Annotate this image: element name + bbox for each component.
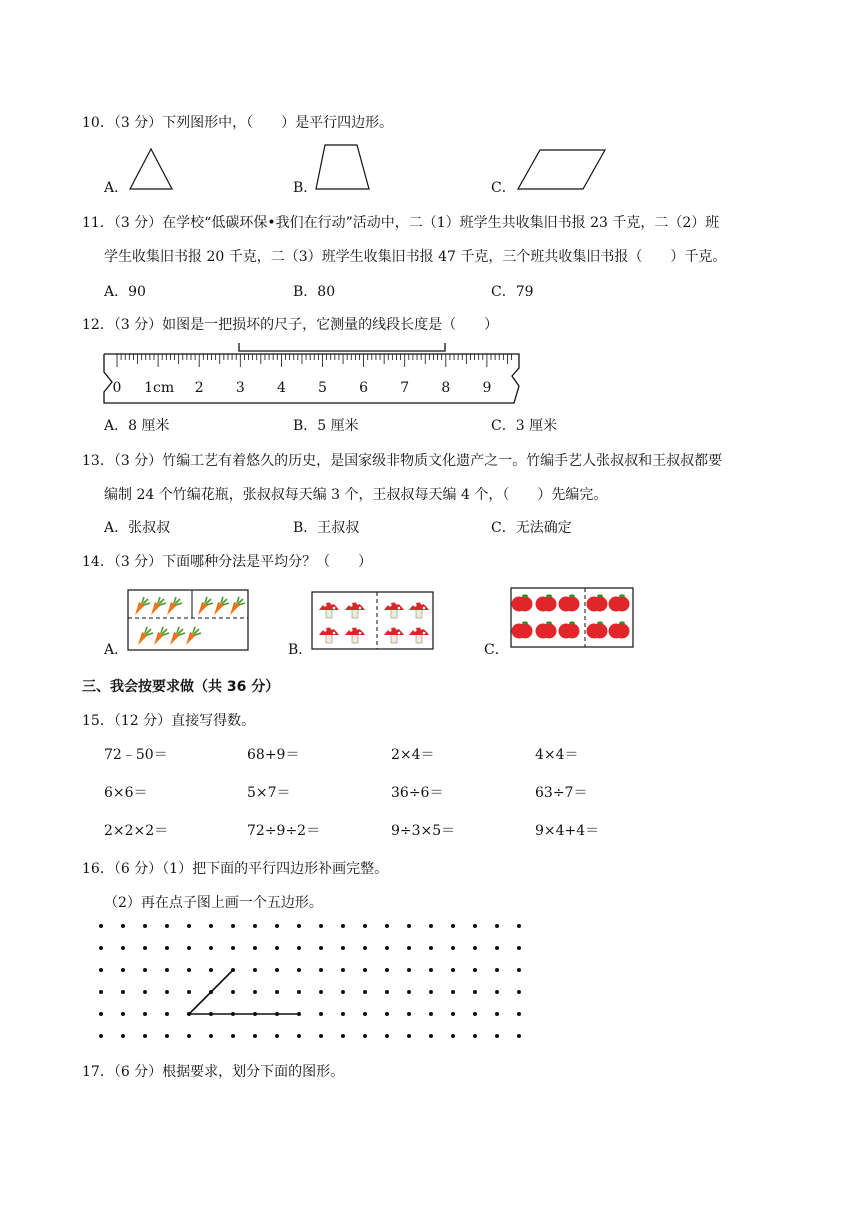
grid-dot — [275, 1034, 279, 1038]
grid-dot — [495, 1012, 499, 1016]
grid-dot — [143, 1034, 147, 1038]
q17-stem: 17．（6 分）根据要求，划分下面的图形。 — [82, 1064, 345, 1080]
grid-dot — [297, 968, 301, 972]
grid-dot — [495, 968, 499, 972]
grid-dot — [473, 990, 477, 994]
q13-option-a: A．张叔叔 — [104, 520, 171, 536]
grid-dot — [143, 990, 147, 994]
grid-dot — [341, 946, 345, 950]
grid-dot — [495, 1034, 499, 1038]
ruler-label: 0 — [112, 380, 122, 396]
q12-option-c: C．3 厘米 — [491, 418, 558, 434]
arithmetic-item: 9÷3×5＝ — [391, 823, 456, 839]
q10-option-c-label: C． — [491, 180, 516, 196]
arithmetic-item: 9×4+4＝ — [535, 823, 600, 839]
grid-dot — [473, 1012, 477, 1016]
ruler-label: 8 — [441, 380, 451, 396]
q16-stem-line1: 16．（6 分）（1）把下面的平行四边形补画完整。 — [82, 861, 389, 877]
grid-dot — [165, 1012, 169, 1016]
grid-dot — [473, 1034, 477, 1038]
grid-dot — [451, 968, 455, 972]
grid-dot — [517, 990, 521, 994]
q12-option-b: B．5 厘米 — [293, 418, 359, 434]
grid-dot — [319, 1012, 323, 1016]
grid-dot — [209, 924, 213, 928]
grid-dot — [209, 946, 213, 950]
grid-dot — [143, 946, 147, 950]
grid-dot — [319, 946, 323, 950]
q13-option-c: C．无法确定 — [491, 520, 572, 536]
grid-dot — [187, 946, 191, 950]
grid-dot — [275, 924, 279, 928]
grid-dot — [385, 968, 389, 972]
grid-dot — [451, 924, 455, 928]
grid-dot — [165, 968, 169, 972]
q16-stem-line2: （2）再在点子图上画一个五边形。 — [104, 895, 323, 911]
partial-parallelogram — [189, 970, 299, 1014]
grid-dot — [99, 968, 103, 972]
grid-dot — [429, 968, 433, 972]
grid-dot — [319, 924, 323, 928]
grid-dot — [451, 1012, 455, 1016]
q12-option-a: A．8 厘米 — [104, 418, 170, 434]
q10-option-a-label: A． — [104, 180, 129, 196]
grid-dot — [407, 946, 411, 950]
arithmetic-item: 72﹣50＝ — [104, 747, 168, 763]
grid-dot — [341, 924, 345, 928]
grid-dot — [495, 990, 499, 994]
grid-dot — [341, 968, 345, 972]
grid-dot — [341, 1034, 345, 1038]
grid-dot — [275, 968, 279, 972]
q13-option-b: B．王叔叔 — [293, 520, 360, 536]
grid-dot — [429, 1034, 433, 1038]
q14-stem: 14．（3 分）下面哪种分法是平均分？（ ） — [82, 554, 373, 570]
grid-dot — [385, 1034, 389, 1038]
grid-dot — [231, 990, 235, 994]
grid-dot — [385, 990, 389, 994]
grid-dot — [473, 946, 477, 950]
grid-dot — [253, 924, 257, 928]
arithmetic-item: 6×6＝ — [104, 785, 148, 801]
arithmetic-item: 72÷9÷2＝ — [247, 823, 321, 839]
q11-option-c: C．79 — [491, 284, 534, 300]
section-3-title: 三、我会按要求做（共 36 分） — [82, 679, 280, 695]
grid-dot — [121, 1012, 125, 1016]
grid-dot — [297, 1034, 301, 1038]
q12-stem: 12．（3 分）如图是一把损坏的尺子，它测量的线段长度是（ ） — [82, 317, 499, 333]
grid-dot — [451, 946, 455, 950]
grid-dot — [297, 946, 301, 950]
q14-option-a-label: A． — [104, 642, 129, 658]
grid-dot — [495, 946, 499, 950]
q11-option-a: A．90 — [104, 284, 146, 300]
grid-dot — [253, 990, 257, 994]
grid-dot — [231, 924, 235, 928]
arithmetic-item: 36÷6＝ — [391, 785, 444, 801]
grid-dot — [473, 924, 477, 928]
grid-dot — [429, 924, 433, 928]
ruler-label: 6 — [359, 380, 369, 396]
arithmetic-item: 4×4＝ — [535, 747, 579, 763]
grid-dot — [429, 1012, 433, 1016]
q13-stem-line1: 13．（3 分）竹编工艺有着悠久的历史，是国家级非物质文化遗产之一。竹编手艺人张叔叔和王叔叔都要 — [82, 453, 723, 469]
grid-dot — [231, 946, 235, 950]
grid-dot — [297, 990, 301, 994]
grid-dot — [253, 968, 257, 972]
grid-dot — [275, 946, 279, 950]
grid-dot — [517, 946, 521, 950]
q10-option-b-label: B． — [293, 180, 318, 196]
ruler-label: 5 — [318, 380, 327, 396]
arithmetic-item: 63÷7＝ — [535, 785, 588, 801]
grid-dot — [121, 990, 125, 994]
grid-dot — [407, 990, 411, 994]
grid-dot — [473, 968, 477, 972]
grid-dot — [165, 990, 169, 994]
grid-dot — [407, 924, 411, 928]
grid-dot — [363, 968, 367, 972]
grid-dot — [165, 924, 169, 928]
q10-stem: 10．（3 分）下列图形中，（ ）是平行四边形。 — [82, 115, 394, 131]
grid-dot — [341, 1012, 345, 1016]
grid-dot — [209, 1034, 213, 1038]
arithmetic-item: 68+9＝ — [247, 747, 300, 763]
grid-dot — [363, 946, 367, 950]
grid-dot — [363, 1034, 367, 1038]
ruler-label: 4 — [276, 380, 286, 396]
q11-option-b: B．80 — [293, 284, 336, 300]
grid-dot — [121, 924, 125, 928]
grid-dot — [451, 990, 455, 994]
grid-dot — [407, 968, 411, 972]
grid-dot — [231, 1034, 235, 1038]
grid-dot — [143, 924, 147, 928]
grid-dot — [253, 1034, 257, 1038]
grid-dot — [319, 968, 323, 972]
grid-dot — [275, 990, 279, 994]
q11-stem-line2: 学生收集旧书报 20 千克，二（3）班学生收集旧书报 47 千克，三个班共收集旧书报（ ）千克。 — [104, 249, 727, 265]
grid-dot — [121, 968, 125, 972]
grid-dot — [451, 1034, 455, 1038]
grid-dot — [517, 1012, 521, 1016]
grid-dot — [99, 946, 103, 950]
grid-dot — [187, 968, 191, 972]
arithmetic-item: 2×4＝ — [391, 747, 435, 763]
grid-dot — [187, 990, 191, 994]
grid-dot — [363, 924, 367, 928]
grid-dot — [99, 990, 103, 994]
ruler-label: 7 — [400, 380, 410, 396]
grid-dot — [143, 968, 147, 972]
grid-dot — [429, 990, 433, 994]
ruler-label: 1cm — [144, 380, 175, 396]
grid-dot — [209, 968, 213, 972]
grid-dot — [165, 946, 169, 950]
grid-dot — [99, 924, 103, 928]
q15-stem: 15．（12 分）直接写得数。 — [82, 713, 256, 729]
grid-dot — [385, 924, 389, 928]
grid-dot — [385, 1012, 389, 1016]
grid-dot — [121, 946, 125, 950]
grid-dot — [297, 924, 301, 928]
grid-dot — [517, 924, 521, 928]
q14-option-b-label: B． — [288, 642, 313, 658]
grid-dot — [143, 1012, 147, 1016]
grid-dot — [187, 924, 191, 928]
q13-stem-line2: 编制 24 个竹编花瓶，张叔叔每天编 3 个，王叔叔每天编 4 个，（ ）先编完。 — [104, 487, 608, 503]
grid-dot — [253, 946, 257, 950]
grid-dot — [495, 924, 499, 928]
grid-dot — [363, 990, 367, 994]
arithmetic-item: 5×7＝ — [247, 785, 291, 801]
grid-dot — [341, 990, 345, 994]
ruler-label: 2 — [194, 380, 204, 396]
grid-dot — [121, 1034, 125, 1038]
grid-dot — [319, 1034, 323, 1038]
grid-dot — [517, 1034, 521, 1038]
grid-dot — [363, 1012, 367, 1016]
q11-stem-line1: 11．（3 分）在学校“低碳环保•我们在行动”活动中，二（1）班学生共收集旧书报 23 千克，二（2）班 — [82, 215, 720, 231]
grid-dot — [407, 1034, 411, 1038]
grid-dot — [385, 946, 389, 950]
ruler-label: 3 — [235, 380, 245, 396]
grid-dot — [319, 990, 323, 994]
grid-dot — [517, 968, 521, 972]
grid-dot — [429, 946, 433, 950]
q14-option-c-label: C． — [484, 642, 509, 658]
grid-dot — [165, 1034, 169, 1038]
ruler-label: 9 — [482, 380, 492, 396]
arithmetic-item: 2×2×2＝ — [104, 823, 169, 839]
grid-dot — [99, 1034, 103, 1038]
grid-dot — [407, 1012, 411, 1016]
grid-dot — [99, 1012, 103, 1016]
grid-dot — [187, 1034, 191, 1038]
